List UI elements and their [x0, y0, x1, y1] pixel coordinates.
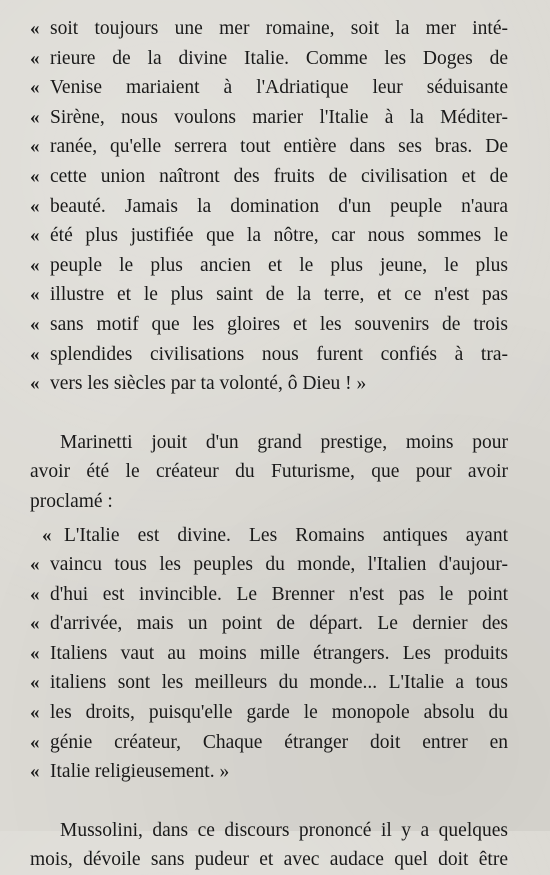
quote-line — [30, 132, 508, 162]
quote-line-text: L'Italie est divine. Les Romains antiques ayant — [64, 524, 508, 546]
quote-line — [30, 698, 508, 728]
quote-line-text: splendides civilisations nous furent confiés à tra- — [50, 343, 508, 365]
paragraph-mussolini — [30, 816, 508, 875]
quote-line — [30, 728, 508, 758]
guillemet-mark: « — [30, 106, 40, 128]
quote-line-text: rieure de la divine Italie. Comme les Doges de — [50, 47, 508, 69]
quote-line — [30, 639, 508, 669]
paragraph-line: proclamé : — [30, 490, 113, 512]
quote-line — [30, 609, 508, 639]
quote-line-text: peuple le plus ancien et le plus jeune, le plus — [50, 254, 508, 276]
guillemet-mark: « — [30, 47, 40, 69]
quote-line — [30, 162, 508, 192]
guillemet-mark: « — [42, 524, 52, 546]
quote-line — [30, 757, 508, 787]
paragraph-line: mois, dévoile sans pudeur et avec audace quel doit être — [30, 849, 508, 871]
quote-line-text: Sirène, nous voulons marier l'Italie à la Méditer- — [50, 106, 508, 128]
guillemet-mark: « — [30, 702, 40, 724]
paragraph-marinetti — [30, 428, 508, 517]
guillemet-mark: « — [30, 554, 40, 576]
quote-line-text: été plus justifiée que la nôtre, car nous sommes le — [50, 225, 508, 247]
quote-line — [30, 14, 508, 44]
guillemet-mark: « — [30, 583, 40, 605]
paragraph-spacer — [30, 787, 508, 816]
paragraph-line: Marinetti jouit d'un grand prestige, moins pour — [60, 431, 508, 453]
quote-line — [30, 251, 508, 281]
quote-line-text: d'hui est invincible. Le Brenner n'est pas le point — [50, 583, 508, 605]
guillemet-mark: « — [30, 672, 40, 694]
quote-line-text: vaincu tous les peuples du monde, l'Italien d'aujour- — [50, 554, 508, 576]
guillemet-mark: « — [30, 77, 40, 99]
guillemet-mark: « — [30, 731, 40, 753]
quote-line-text: les droits, puisqu'elle garde le monopole absolu du — [50, 702, 508, 724]
guillemet-mark: « — [30, 254, 40, 276]
guillemet-mark: « — [30, 642, 40, 664]
quote-line-text: vers les siècles par ta volonté, ô Dieu ! » — [50, 373, 367, 395]
quote-line-text: Venise mariaient à l'Adriatique leur séduisante — [50, 77, 508, 99]
guillemet-mark: « — [30, 195, 40, 217]
quote-line-text: ranée, qu'elle serrera tout entière dans ses bras. De — [50, 136, 508, 158]
paragraph-spacer — [30, 399, 508, 428]
quote-line — [30, 192, 508, 222]
quote-line — [30, 550, 508, 580]
quote-line-text: Italiens vaut au moins mille étrangers. Les produits — [50, 642, 508, 664]
quote-line-text: cette union naîtront des fruits de civilisation et de — [50, 165, 508, 187]
quote-line-text: illustre et le plus saint de la terre, et ce n'est pas — [50, 284, 508, 306]
quote-line — [30, 580, 508, 610]
quote-line-text: soit toujours une mer romaine, soit la mer inté- — [50, 18, 508, 39]
paragraph-line: avoir été le créateur du Futurisme, que pour avoir — [30, 461, 508, 483]
quote-line — [30, 73, 508, 103]
quote-line — [30, 310, 508, 340]
guillemet-mark: « — [30, 136, 40, 158]
guillemet-mark: « — [30, 284, 40, 306]
quote-line — [30, 221, 508, 251]
quote-line — [30, 369, 508, 399]
guillemet-mark: « — [30, 343, 40, 365]
guillemet-mark: « — [30, 165, 40, 187]
guillemet-mark: « — [30, 225, 40, 247]
guillemet-mark: « — [30, 373, 40, 395]
quote-line-text: beauté. Jamais la domination d'un peuple n'aura — [50, 195, 508, 217]
guillemet-mark: « — [30, 761, 40, 783]
quote-line-text: d'arrivée, mais un point de départ. Le dernier des — [50, 613, 508, 635]
quote-line-text: Italie religieusement. » — [50, 761, 230, 783]
guillemet-mark: « — [30, 18, 40, 39]
paragraph-line: Mussolini, dans ce discours prononcé il y a quelques — [60, 819, 508, 841]
quote-line — [30, 280, 508, 310]
quote-line — [30, 103, 508, 133]
guillemet-mark: « — [30, 313, 40, 335]
quote-line — [30, 521, 508, 551]
quote-line-text: italiens sont les meilleurs du monde... L'Italie a tous — [50, 672, 508, 694]
quote-block-1 — [30, 14, 508, 399]
quote-line — [30, 668, 508, 698]
quote-block-2 — [30, 521, 508, 787]
quote-line — [30, 44, 508, 74]
guillemet-mark: « — [30, 613, 40, 635]
quote-line-text: sans motif que les gloires et les souvenirs de trois — [50, 313, 508, 335]
quote-line-text: génie créateur, Chaque étranger doit entrer en — [50, 731, 508, 753]
quote-line — [30, 340, 508, 370]
